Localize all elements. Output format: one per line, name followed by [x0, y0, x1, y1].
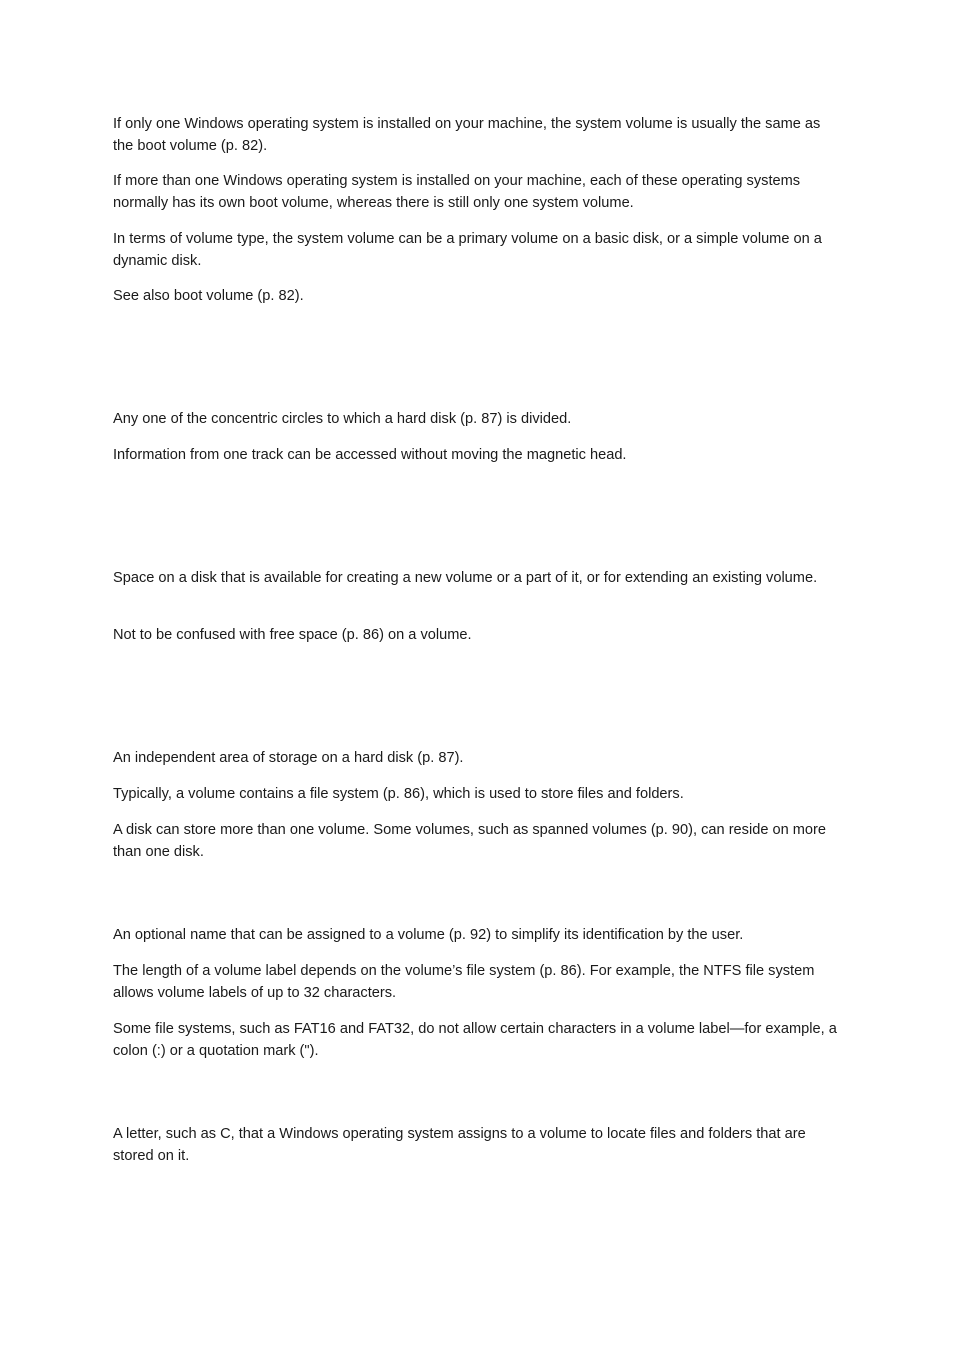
volume-letter-paragraph-1: A letter, such as C, that a Windows operating system assigns to a volume to locate files and folders that are stored on it.	[113, 1126, 806, 1164]
track-paragraph-2: Information from one track can be accessed without moving the magnetic head.	[113, 447, 627, 463]
system-volume-paragraph-1: If only one Windows operating system is installed on your machine, the system volume is usually the same as the boot volume (p. 82).	[113, 116, 821, 154]
system-volume-paragraph-2: If more than one Windows operating system is installed on your machine, each of these operating systems normally has its own boot volume, whereas there is still only one system volume.	[113, 173, 801, 211]
unallocated-space-paragraph-1: Space on a disk that is available for creating a new volume or a part of it, or for extending an existing volume.	[113, 570, 818, 586]
volume-label-paragraph-2: The length of a volume label depends on the volume’s file system (p. 86). For example, the NTFS file system allows volume labels of up to 32 characters.	[113, 963, 815, 1001]
unallocated-space-paragraph-2: Not to be confused with free space (p. 86) on a volume.	[113, 627, 472, 643]
system-volume-paragraph-4: See also boot volume (p. 82).	[113, 288, 304, 304]
volume-label-paragraph-3: Some file systems, such as FAT16 and FAT32, do not allow certain characters in a volume label—for example, a colon (:) or a quotation mark (").	[113, 1021, 837, 1059]
volume-paragraph-1: An independent area of storage on a hard disk (p. 87).	[113, 750, 464, 766]
track-paragraph-1: Any one of the concentric circles to which a hard disk (p. 87) is divided.	[113, 411, 572, 427]
volume-label-paragraph-1: An optional name that can be assigned to a volume (p. 92) to simplify its identification by the user.	[113, 927, 744, 943]
system-volume-paragraph-3: In terms of volume type, the system volume can be a primary volume on a basic disk, or a simple volume on a dynamic disk.	[113, 231, 822, 269]
volume-paragraph-2: Typically, a volume contains a file system (p. 86), which is used to store files and folders.	[113, 786, 684, 802]
volume-paragraph-3: A disk can store more than one volume. Some volumes, such as spanned volumes (p. 90), can reside on more than one disk.	[113, 822, 827, 860]
